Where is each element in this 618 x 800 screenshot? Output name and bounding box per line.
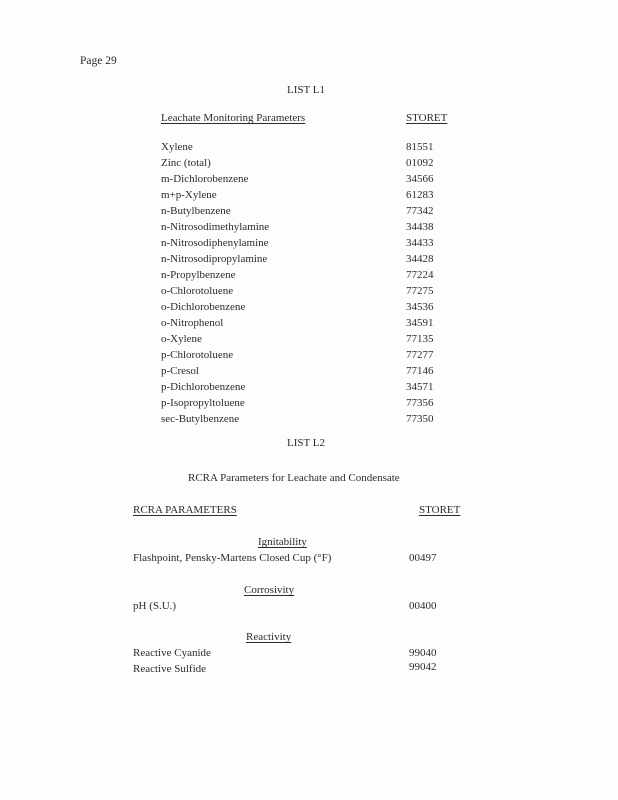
parameter-name: Zinc (total)	[161, 157, 211, 169]
list-l1-title: LIST L1	[287, 84, 325, 96]
flashpoint-storet: 00497	[409, 552, 437, 564]
table-row	[161, 237, 461, 253]
storet-code: 77275	[406, 285, 434, 297]
parameter-name: n-Nitrosodimethylamine	[161, 221, 270, 233]
list-l2-subtitle: RCRA Parameters for Leachate and Condensate	[188, 472, 400, 484]
ph-parameter: pH (S.U.)	[133, 600, 177, 612]
storet-code: 77356	[406, 397, 434, 409]
storet-code: 34571	[406, 381, 434, 393]
parameter-name: sec-Butylbenzene	[161, 413, 240, 425]
table-row	[161, 381, 461, 397]
list-l1-table	[161, 141, 461, 429]
parameter-name: p-Dichlorobenzene	[161, 381, 246, 393]
table-row	[161, 173, 461, 189]
storet-code: 01092	[406, 157, 434, 169]
ignitability-heading: Ignitability	[258, 536, 307, 548]
storet-code: 77224	[406, 269, 434, 281]
parameter-name: n-Nitrosodipropylamine	[161, 253, 268, 265]
list-l2-title: LIST L2	[287, 437, 325, 449]
storet-code: 61283	[406, 189, 434, 201]
table-row	[161, 349, 461, 365]
ph-storet: 00400	[409, 600, 437, 612]
storet-code: 77350	[406, 413, 434, 425]
page-number: Page 29	[80, 55, 117, 67]
table-row	[161, 365, 461, 381]
parameter-name: n-Propylbenzene	[161, 269, 236, 281]
list-l1-header-parameters: Leachate Monitoring Parameters	[161, 112, 306, 124]
storet-code: 34591	[406, 317, 434, 329]
parameter-name: o-Dichlorobenzene	[161, 301, 246, 313]
parameter-name: o-Xylene	[161, 333, 202, 345]
list-l2-header-storet: STORET	[419, 504, 461, 516]
reactive-cyanide-storet: 99040	[409, 647, 437, 659]
reactive-sulfide-parameter: Reactive Sulfide	[133, 663, 207, 675]
parameter-name: p-Cresol	[161, 365, 199, 377]
table-row	[161, 141, 461, 157]
parameter-name: o-Chlorotoluene	[161, 285, 234, 297]
storet-code: 34433	[406, 237, 434, 249]
table-row	[161, 189, 461, 205]
table-row	[161, 269, 461, 285]
table-row	[161, 221, 461, 237]
table-row	[161, 205, 461, 221]
storet-code: 77277	[406, 349, 434, 361]
list-l2-header-parameters: RCRA PARAMETERS	[133, 504, 237, 516]
table-row	[161, 333, 461, 349]
storet-code: 77135	[406, 333, 434, 345]
storet-code: 34536	[406, 301, 434, 313]
parameter-name: o-Nitrophenol	[161, 317, 224, 329]
table-row	[161, 413, 461, 429]
table-row	[161, 301, 461, 317]
reactive-sulfide-storet: 99042	[409, 661, 437, 673]
table-row	[161, 253, 461, 269]
corrosivity-heading: Corrosivity	[244, 584, 295, 596]
table-row	[161, 157, 461, 173]
flashpoint-parameter: Flashpoint, Pensky-Martens Closed Cup (°F)	[133, 552, 332, 564]
parameter-name: Xylene	[161, 141, 193, 153]
list-l1-header-storet: STORET	[406, 112, 448, 124]
parameter-name: m+p-Xylene	[161, 189, 217, 201]
storet-code: 34428	[406, 253, 434, 265]
table-row	[161, 397, 461, 413]
reactivity-heading: Reactivity	[246, 631, 292, 643]
parameter-name: n-Butylbenzene	[161, 205, 231, 217]
storet-code: 81551	[406, 141, 434, 153]
parameter-name: p-Isopropyltoluene	[161, 397, 245, 409]
storet-code: 34566	[406, 173, 434, 185]
storet-code: 77146	[406, 365, 434, 377]
parameter-name: p-Chlorotoluene	[161, 349, 234, 361]
storet-code: 34438	[406, 221, 434, 233]
parameter-name: n-Nitrosodiphenylamine	[161, 237, 269, 249]
parameter-name: m-Dichlorobenzene	[161, 173, 249, 185]
table-row	[161, 285, 461, 301]
reactive-cyanide-parameter: Reactive Cyanide	[133, 647, 211, 659]
table-row	[161, 317, 461, 333]
storet-code: 77342	[406, 205, 434, 217]
